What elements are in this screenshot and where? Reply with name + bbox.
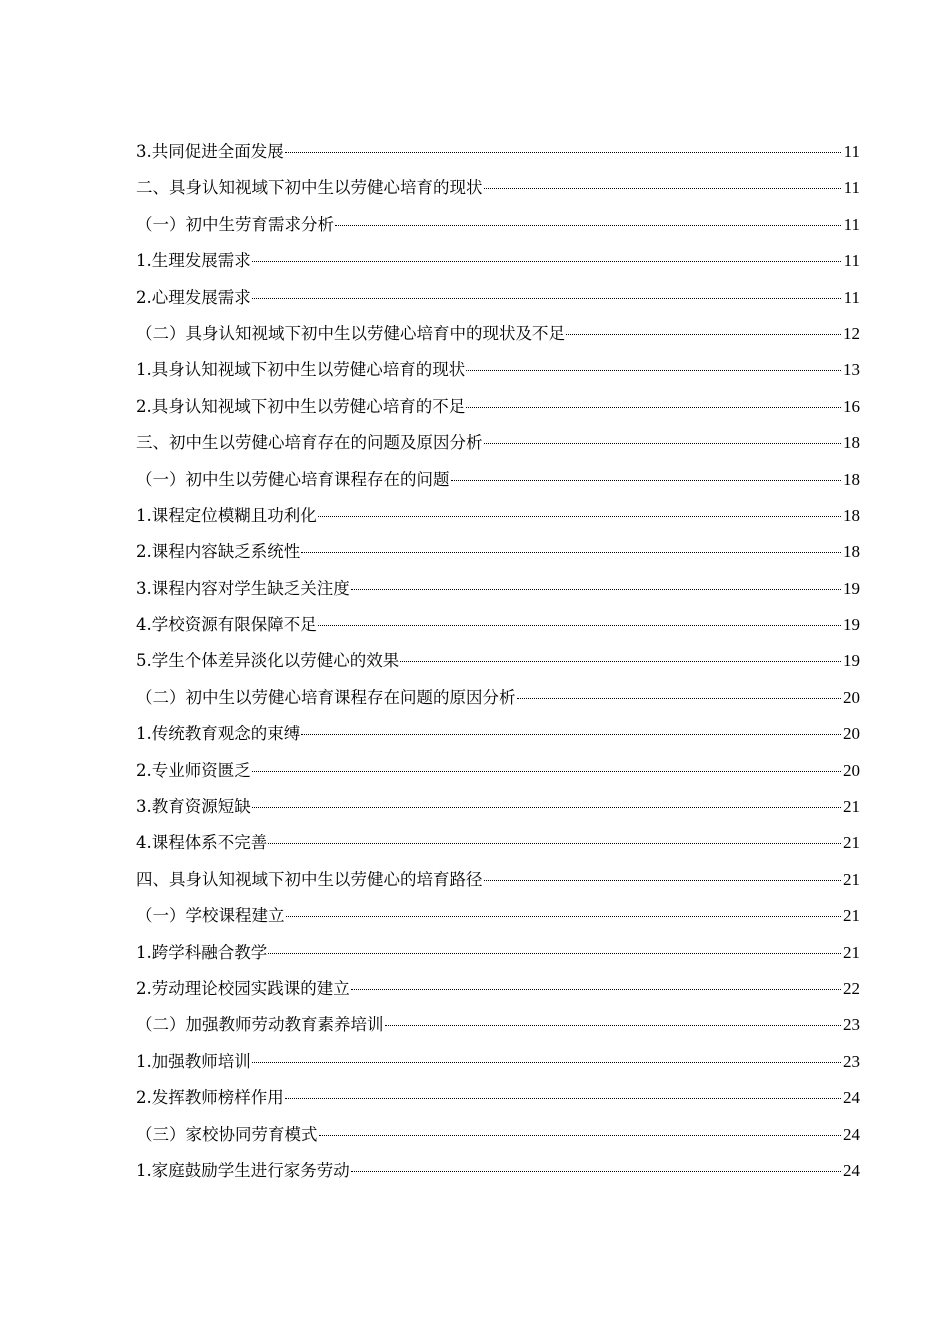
toc-entry-title: （一）初中生以劳健心培育课程存在的问题: [136, 469, 450, 489]
dot-leader: [301, 734, 841, 735]
toc-entry-page-number: 19: [843, 651, 860, 671]
dot-leader: [319, 1135, 842, 1136]
toc-entry-title: 1.加强教师培训: [136, 1051, 251, 1071]
dot-leader: [252, 807, 841, 808]
dot-leader: [252, 261, 841, 262]
toc-entry[interactable]: [136, 316, 860, 352]
dot-leader: [351, 989, 841, 990]
dot-leader: [268, 843, 841, 844]
toc-entry-page-number: 11: [843, 178, 860, 198]
toc-entry-title: （二）初中生以劳健心培育课程存在问题的原因分析: [136, 687, 516, 707]
toc-entry-title: 5.学生个体差异淡化以劳健心的效果: [136, 651, 400, 671]
toc-entry-page-number: 21: [843, 906, 860, 926]
toc-entry-title: 2.发挥教师榜样作用: [136, 1088, 284, 1108]
toc-entry-page-number: 11: [843, 287, 860, 307]
toc-entry-title: 1.传统教育观念的束缚: [136, 724, 301, 744]
toc-entry-page-number: 12: [843, 323, 860, 343]
dot-leader: [484, 880, 842, 881]
toc-entry[interactable]: [136, 280, 860, 316]
dot-leader: [318, 516, 841, 517]
toc-entry[interactable]: [136, 862, 860, 898]
toc-entry-page-number: 24: [843, 1088, 860, 1108]
toc-entry[interactable]: [136, 352, 860, 388]
toc-entry-title: （三）家校协同劳育模式: [136, 1124, 318, 1144]
toc-entry-page-number: 19: [843, 615, 860, 635]
toc-entry-title: （一）学校课程建立: [136, 906, 285, 926]
toc-entry[interactable]: [136, 534, 860, 570]
toc-entry[interactable]: [136, 789, 860, 825]
toc-entry[interactable]: [136, 825, 860, 861]
dot-leader: [400, 661, 841, 662]
toc-entry-title: 2.劳动理论校园实践课的建立: [136, 978, 350, 998]
dot-leader: [252, 298, 841, 299]
dot-leader: [286, 916, 842, 917]
dot-leader: [466, 370, 841, 371]
toc-entry-page-number: 23: [843, 1051, 860, 1071]
dot-leader: [268, 953, 841, 954]
dot-leader: [566, 334, 841, 335]
toc-entry[interactable]: [136, 1044, 860, 1080]
toc-entry[interactable]: [136, 643, 860, 679]
toc-entry-page-number: 23: [843, 1015, 860, 1035]
toc-entry-page-number: 11: [843, 142, 860, 161]
toc-entry[interactable]: [136, 898, 860, 934]
dot-leader: [484, 188, 842, 189]
toc-entry[interactable]: [136, 1080, 860, 1116]
toc-entry-page-number: 11: [843, 214, 860, 234]
dot-leader: [252, 771, 841, 772]
toc-entry[interactable]: [136, 1153, 860, 1189]
dot-leader: [517, 698, 842, 699]
toc-entry[interactable]: [136, 134, 860, 170]
toc-entry-page-number: 20: [843, 760, 860, 780]
toc-entry-title: 3.课程内容对学生缺乏关注度: [136, 578, 350, 598]
toc-entry[interactable]: [136, 243, 860, 279]
toc-entry-title: 2.具身认知视域下初中生以劳健心培育的不足: [136, 396, 466, 416]
toc-entry-page-number: 21: [843, 833, 860, 853]
toc-entry-title: 2.专业师资匮乏: [136, 760, 251, 780]
toc-entry-title: 1.具身认知视域下初中生以劳健心培育的现状: [136, 360, 466, 380]
toc-entry-page-number: 11: [843, 251, 860, 271]
toc-entry[interactable]: [136, 207, 860, 243]
dot-leader: [484, 443, 842, 444]
toc-entry[interactable]: [136, 389, 860, 425]
toc-entry-title: （二）具身认知视域下初中生以劳健心培育中的现状及不足: [136, 323, 565, 343]
toc-entry-title: 四、具身认知视域下初中生以劳健心的培育路径: [136, 869, 483, 889]
toc-entry-page-number: 18: [843, 542, 860, 562]
dot-leader: [318, 625, 841, 626]
toc-entry[interactable]: [136, 935, 860, 971]
toc-entry[interactable]: [136, 498, 860, 534]
toc-entry-page-number: 22: [843, 978, 860, 998]
toc-entry-title: 3.教育资源短缺: [136, 797, 251, 817]
toc-entry-page-number: 18: [843, 433, 860, 453]
table-of-contents: [136, 134, 860, 1189]
toc-entry[interactable]: [136, 1117, 860, 1153]
toc-entry-title: 3.共同促进全面发展: [136, 142, 284, 161]
dot-leader: [451, 480, 842, 481]
toc-entry-page-number: 13: [843, 360, 860, 380]
toc-entry-title: 4.课程体系不完善: [136, 833, 268, 853]
toc-entry-page-number: 16: [843, 396, 860, 416]
toc-entry-title: 1.跨学科融合教学: [136, 942, 268, 962]
toc-entry[interactable]: [136, 680, 860, 716]
dot-leader: [466, 407, 841, 408]
dot-leader: [252, 1062, 841, 1063]
toc-entry[interactable]: [136, 607, 860, 643]
toc-entry[interactable]: [136, 716, 860, 752]
toc-entry[interactable]: [136, 170, 860, 206]
toc-entry-title: 1.生理发展需求: [136, 251, 251, 271]
toc-entry-page-number: 21: [843, 869, 860, 889]
toc-entry-title: 4.学校资源有限保障不足: [136, 615, 317, 635]
toc-entry-page-number: 24: [843, 1124, 860, 1144]
toc-entry-page-number: 21: [843, 942, 860, 962]
toc-entry[interactable]: [136, 571, 860, 607]
dot-leader: [351, 1171, 841, 1172]
dot-leader: [385, 1025, 842, 1026]
toc-entry[interactable]: [136, 1007, 860, 1043]
toc-entry[interactable]: [136, 462, 860, 498]
toc-entry-page-number: 19: [843, 578, 860, 598]
toc-entry-title: 三、初中生以劳健心培育存在的问题及原因分析: [136, 433, 483, 453]
dot-leader: [285, 1098, 841, 1099]
dot-leader: [301, 552, 841, 553]
toc-entry-page-number: 18: [843, 469, 860, 489]
toc-entry-title: 2.课程内容缺乏系统性: [136, 542, 301, 562]
toc-entry[interactable]: [136, 971, 860, 1007]
toc-entry-title: （一）初中生劳育需求分析: [136, 214, 334, 234]
toc-entry-title: 2.心理发展需求: [136, 287, 251, 307]
dot-leader: [351, 589, 841, 590]
toc-entry-title: 1.课程定位模糊且功利化: [136, 505, 317, 525]
toc-entry-title: 二、具身认知视域下初中生以劳健心培育的现状: [136, 178, 483, 198]
toc-entry-page-number: 24: [843, 1160, 860, 1180]
toc-entry-page-number: 20: [843, 724, 860, 744]
toc-entry-title: 1.家庭鼓励学生进行家务劳动: [136, 1160, 350, 1180]
toc-entry[interactable]: [136, 753, 860, 789]
dot-leader: [335, 225, 841, 226]
dot-leader: [285, 152, 841, 153]
toc-entry-page-number: 21: [843, 797, 860, 817]
toc-entry-title: （二）加强教师劳动教育素养培训: [136, 1015, 384, 1035]
toc-entry-page-number: 18: [843, 505, 860, 525]
toc-entry[interactable]: [136, 425, 860, 461]
toc-entry-page-number: 20: [843, 687, 860, 707]
